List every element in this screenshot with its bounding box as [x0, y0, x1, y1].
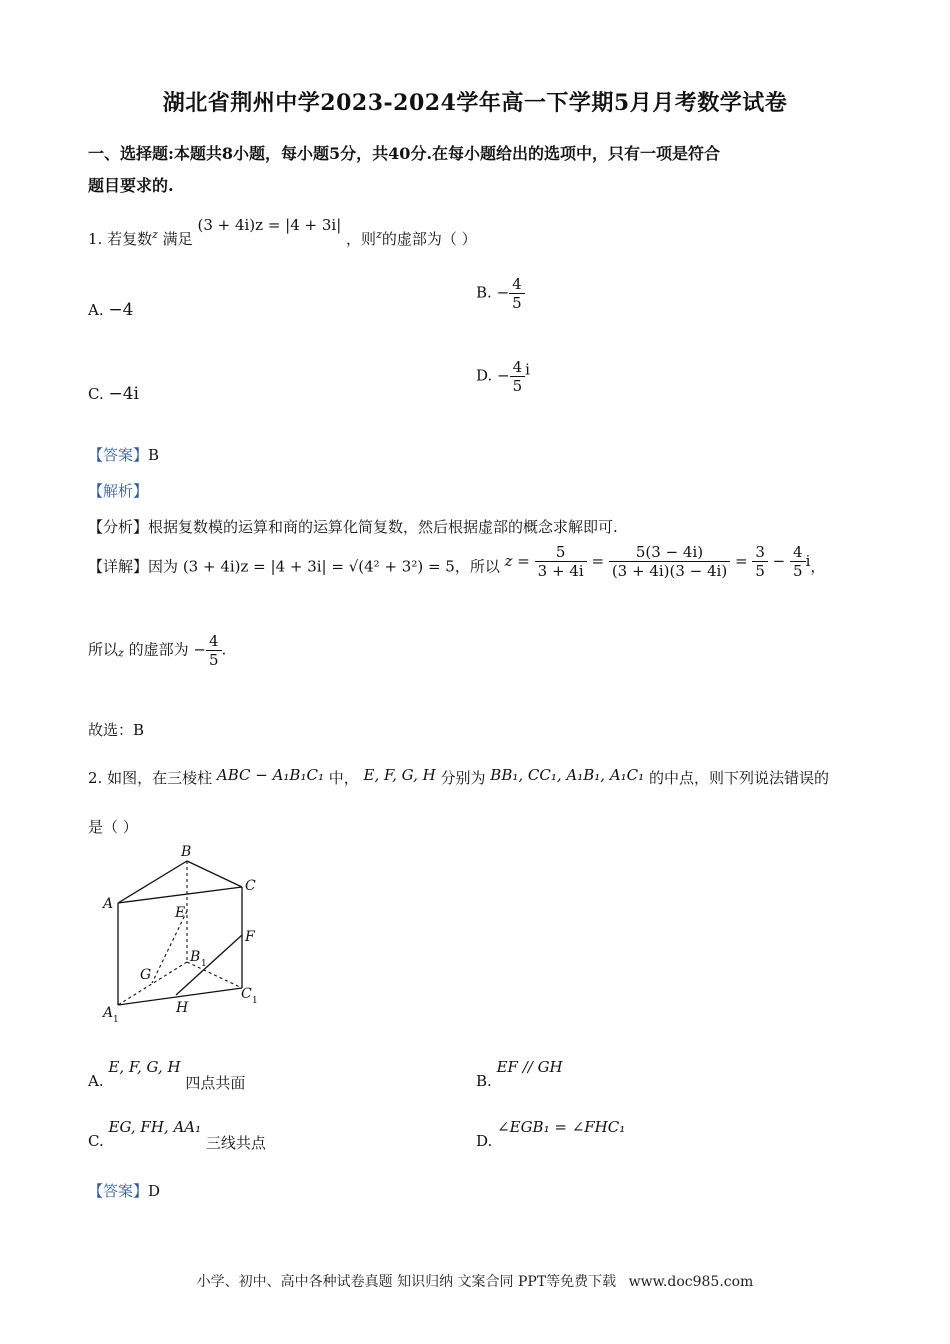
q2-edges: BB₁, CC₁, A₁B₁, A₁C₁ [490, 766, 645, 784]
q1-option-d[interactable] [476, 358, 530, 395]
q1-option-d-label: D. [476, 366, 493, 385]
q2-option-a[interactable] [88, 1058, 245, 1093]
q1-detail-f1-den: 3 + 4i [535, 561, 587, 580]
fig-label-g: G [140, 967, 152, 983]
q2-answer-tag: 【答案】 [88, 1182, 149, 1200]
q1-conclusion-den: 5 [206, 650, 222, 669]
q2-option-b-label: B. [476, 1072, 492, 1090]
q2-option-c[interactable] [88, 1118, 266, 1153]
q1-stem [88, 216, 477, 249]
q1-option-d-num: 4 [512, 358, 523, 376]
fig-label-c1-sub: 1 [252, 996, 258, 1006]
q1-option-b-den: 5 [509, 293, 525, 312]
fig-label-c1: C [241, 986, 252, 1002]
q1-detail-f4-num: 4 [793, 543, 803, 561]
q1-detail-f4-den: 5 [790, 561, 806, 580]
footer-url[interactable]: www.doc985.com [628, 1274, 754, 1290]
q2-suffix: 的中点，则下列说法错误的 [648, 769, 829, 787]
q1-detail-f2-num: 5(3 − 4i) [635, 543, 704, 561]
q1-option-d-den: 5 [510, 376, 526, 395]
q2-mid2: 分别为 [440, 769, 486, 787]
q2-answer-value: D [148, 1182, 161, 1200]
q1-suffix-post: 的虚部为（ ） [381, 230, 477, 248]
q1-mid: 满足 [162, 230, 193, 248]
q2-option-c-text: 三线共点 [205, 1134, 266, 1152]
q1-conclusion-num: 4 [208, 632, 219, 650]
q1-analysis-tag: 【解析】 [88, 482, 149, 500]
q2-option-b-math: EF // GH [496, 1058, 563, 1076]
q1-condition: (3 + 4i)z = |4 + 3i| [197, 216, 342, 234]
q1-conclusion-pre: 所以 [88, 640, 119, 659]
q1-detail: 【详解】因为 (3 + 4i)z = |4 + 3i| = √(4² + 3²) = 5，所以 z = $\frac{5}{3 + 4i}$ = $\frac{5(3 - 4i)}{(3 + 4i)(3 - 4i)}$ = $\frac{3}{5}$ − $\frac{4}{5}$ i， [88, 543, 826, 580]
q1-detail-eq1: (3 + 4i)z = |4 + 3i| = √(4² + 3²) = 5 [182, 557, 455, 576]
q1-option-b-num: 4 [512, 275, 522, 293]
q2-option-a-math: E, F, G, H [108, 1058, 181, 1076]
q1-detail-mid: ，所以 [454, 557, 500, 576]
q1-option-d-unit: i [525, 360, 530, 379]
fig-label-b: B [181, 844, 192, 860]
prism-figure [95, 840, 275, 1025]
q1-option-c-label: C. [88, 385, 104, 403]
q1-option-c[interactable] [88, 384, 139, 404]
q1-detail-end: ， [810, 557, 826, 576]
q1-option-b-label: B. [476, 283, 492, 302]
q1-conclusion-z: z [118, 646, 124, 660]
q1-option-a[interactable] [88, 300, 133, 320]
q2-option-c-math: EG, FH, AA₁ [108, 1118, 202, 1136]
section-heading [88, 138, 868, 202]
q2-prism: ABC − A₁B₁C₁ [216, 766, 324, 784]
q2-answer [88, 1180, 160, 1201]
q1-conclusion-mid: 的虚部为 [128, 640, 189, 659]
q1-detail-pre: 因为 [148, 557, 179, 576]
q1-option-b-sign: − [496, 283, 510, 302]
fig-label-a: A [103, 896, 114, 912]
fig-label-c: C [245, 878, 256, 894]
q1-answer-tag: 【答案】 [88, 446, 149, 464]
q2-option-a-text: 四点共面 [185, 1074, 246, 1092]
q1-detail-z: z = [504, 551, 530, 570]
q1-suffix-pre: ，则 [346, 230, 377, 248]
footer-text: 小学、初中、高中各种试卷真题 知识归纳 文案合同 PPT等免费下载 [196, 1274, 617, 1290]
q2-option-d-math: ∠EGB₁ = ∠FHC₁ [497, 1118, 626, 1136]
fig-label-e: E [175, 905, 186, 921]
q2-stem [88, 766, 829, 788]
q1-detail-f3-num: 3 [755, 543, 765, 561]
q1-var-z: z [152, 228, 158, 241]
q1-choose: 故选：B [88, 721, 145, 739]
q1-fenxi-tag: 【分析】 [88, 518, 149, 536]
q2-option-a-label: A. [88, 1072, 104, 1090]
page-footer [0, 1271, 950, 1291]
q1-detail-f2-den: (3 + 4i)(3 − 4i) [609, 561, 730, 580]
q2-option-b[interactable] [476, 1058, 563, 1090]
q1-option-d-sign: − [497, 366, 510, 385]
page-title: 湖北省荆州中学2023-2024学年高一下学期5月月考数学试卷 [162, 90, 788, 116]
fig-label-a1-sub: 1 [113, 1015, 119, 1025]
fig-label-a1: A [103, 1005, 114, 1021]
q1-fenxi [88, 516, 618, 537]
q1-detail-f1-num: 5 [555, 543, 566, 561]
q2-stem-line2: 是（ ） [88, 818, 138, 836]
q1-option-a-label: A. [88, 301, 104, 319]
fig-label-f: F [245, 929, 255, 945]
q2-points: E, F, G, H [363, 766, 436, 784]
q2-option-d[interactable] [476, 1118, 625, 1150]
q1-var-z-2: z [376, 228, 382, 241]
q1-detail-unit: i [805, 551, 811, 570]
q1-answer-value: B [148, 446, 160, 464]
q1-option-c-value: −4i [108, 384, 139, 404]
q2-prefix: 2. 如图，在三棱柱 [88, 769, 213, 787]
q1-conclusion: 所以z 的虚部为 − $\frac{4}{5}$ . [88, 632, 227, 669]
q2-option-d-label: D. [476, 1132, 493, 1150]
q1-fenxi-text: 根据复数模的运算和商的运算化简复数，然后根据虚部的概念求解即可. [148, 518, 618, 536]
q2-mid1: 中， [328, 769, 359, 787]
q1-detail-f3-den: 5 [752, 561, 768, 580]
fig-label-h: H [176, 1000, 189, 1016]
q1-option-b[interactable] [476, 275, 525, 312]
section-line-2: 题目要求的. [88, 176, 174, 195]
fig-label-b1: B [190, 949, 201, 965]
q1-option-a-value: −4 [108, 300, 134, 320]
q1-answer [88, 444, 159, 465]
q1-detail-tag: 【详解】 [88, 557, 149, 576]
fig-label-b1-sub: 1 [201, 959, 207, 969]
section-line-1: 一、选择题:本题共8小题，每小题5分，共40分.在每小题给出的选项中，只有一项是符合 [88, 144, 721, 163]
q2-option-c-label: C. [88, 1132, 104, 1150]
q1-conclusion-sign: − [193, 640, 206, 659]
q1-prefix: 1. 若复数 [88, 230, 153, 248]
